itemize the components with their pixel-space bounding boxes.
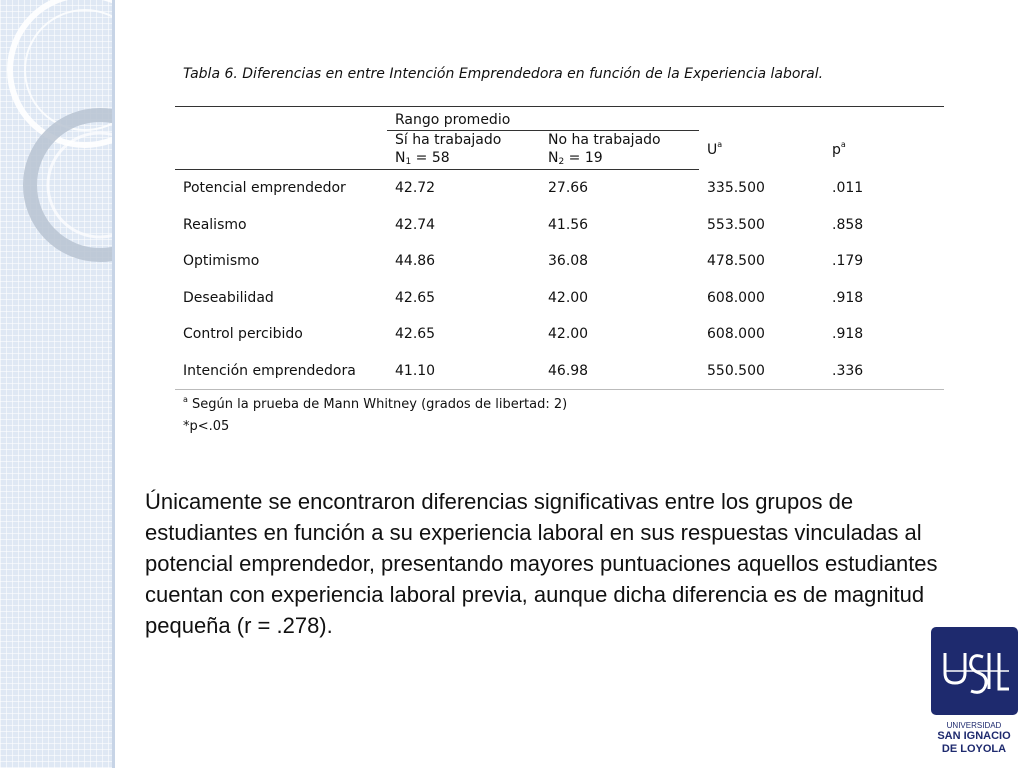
cell-no: 41.56: [548, 216, 589, 233]
cell-p: .858: [832, 216, 864, 233]
cell-si: 42.74: [395, 216, 436, 233]
table-header-row: [175, 107, 944, 131]
cell-u: 608.000: [707, 289, 765, 306]
cell-si: 41.10: [387, 353, 540, 390]
col-p-header: $p^a$: [832, 140, 846, 158]
col-si-n: N1 = 58: [387, 149, 540, 170]
table-caption: Tabla 6. Diferencias en entre Intención Emprendedora en función de la Experiencia laboral.: [183, 66, 824, 82]
side-panel-edge: [112, 0, 115, 768]
table-row: [175, 170, 944, 207]
decorative-rings: [0, 0, 112, 768]
cell-p: .179: [832, 253, 864, 270]
col-no-label: No ha trabajado: [548, 132, 661, 148]
table-row: [175, 353, 944, 390]
row-label: Realismo: [183, 216, 247, 233]
cell-u: 478.500: [707, 253, 765, 270]
cell-u: 550.500: [699, 353, 824, 390]
cell-no: 36.08: [548, 253, 589, 270]
group-header: Rango promedio: [387, 107, 699, 131]
table-row: [175, 207, 944, 244]
cell-p: .336: [824, 353, 944, 390]
table-header-row: [175, 131, 944, 150]
row-label: Deseabilidad: [183, 289, 274, 306]
cell-p: .918: [832, 289, 864, 306]
cell-si: 42.72: [395, 180, 436, 197]
statistics-table: [175, 106, 944, 390]
cell-no: 27.66: [548, 180, 589, 197]
cell-no: 46.98: [540, 353, 699, 390]
body-paragraph: Únicamente se encontraron diferencias significativas entre los grupos de estudiantes en función a su experiencia laboral en sus respuestas vinculadas al potencial emprendedor, presentando mayores puntuaciones aquellos estudiantes cuentan con experiencia laboral previa, aunque dicha diferencia es de magnitud pequeña (r = .278).: [145, 489, 938, 638]
cell-no: 42.00: [548, 289, 589, 306]
row-label: Control percibido: [183, 326, 303, 343]
logo-line-universidad: UNIVERSIDAD: [946, 721, 1002, 730]
cell-si: 42.65: [395, 289, 436, 306]
cell-p: .011: [832, 180, 864, 196]
cell-si: 44.86: [395, 253, 436, 270]
cell-no: 42.00: [548, 326, 589, 343]
cell-u: 553.500: [707, 216, 765, 233]
row-label: Intención emprendedora: [175, 353, 387, 390]
col-si-label: Sí ha trabajado: [395, 132, 502, 148]
row-label: Potencial emprendedor: [183, 180, 346, 197]
cell-p: .918: [832, 326, 864, 343]
significance-note: *p<.05: [183, 419, 230, 434]
cell-si: 42.65: [395, 326, 436, 343]
usil-logo: [931, 627, 1018, 715]
col-u-header: $U^a$: [707, 140, 723, 158]
cell-u: 608.000: [707, 326, 765, 343]
logo-line-de-loyola: DE LOYOLA: [941, 743, 1007, 755]
decorative-side-panel: [0, 0, 112, 768]
table-row: [175, 280, 944, 317]
table-row: [175, 243, 944, 280]
col-no-n: N2 = 19: [540, 149, 699, 170]
logo-line-san-ignacio: SAN IGNACIO: [937, 730, 1011, 742]
usil-monogram-icon: [931, 627, 1018, 715]
cell-u: 335.500: [707, 180, 765, 196]
table-row: [175, 316, 944, 353]
row-label: Optimismo: [183, 253, 260, 270]
footnote: $^a$ Según la prueba de Mann Whitney (grados de libertad: 2): [183, 395, 568, 412]
